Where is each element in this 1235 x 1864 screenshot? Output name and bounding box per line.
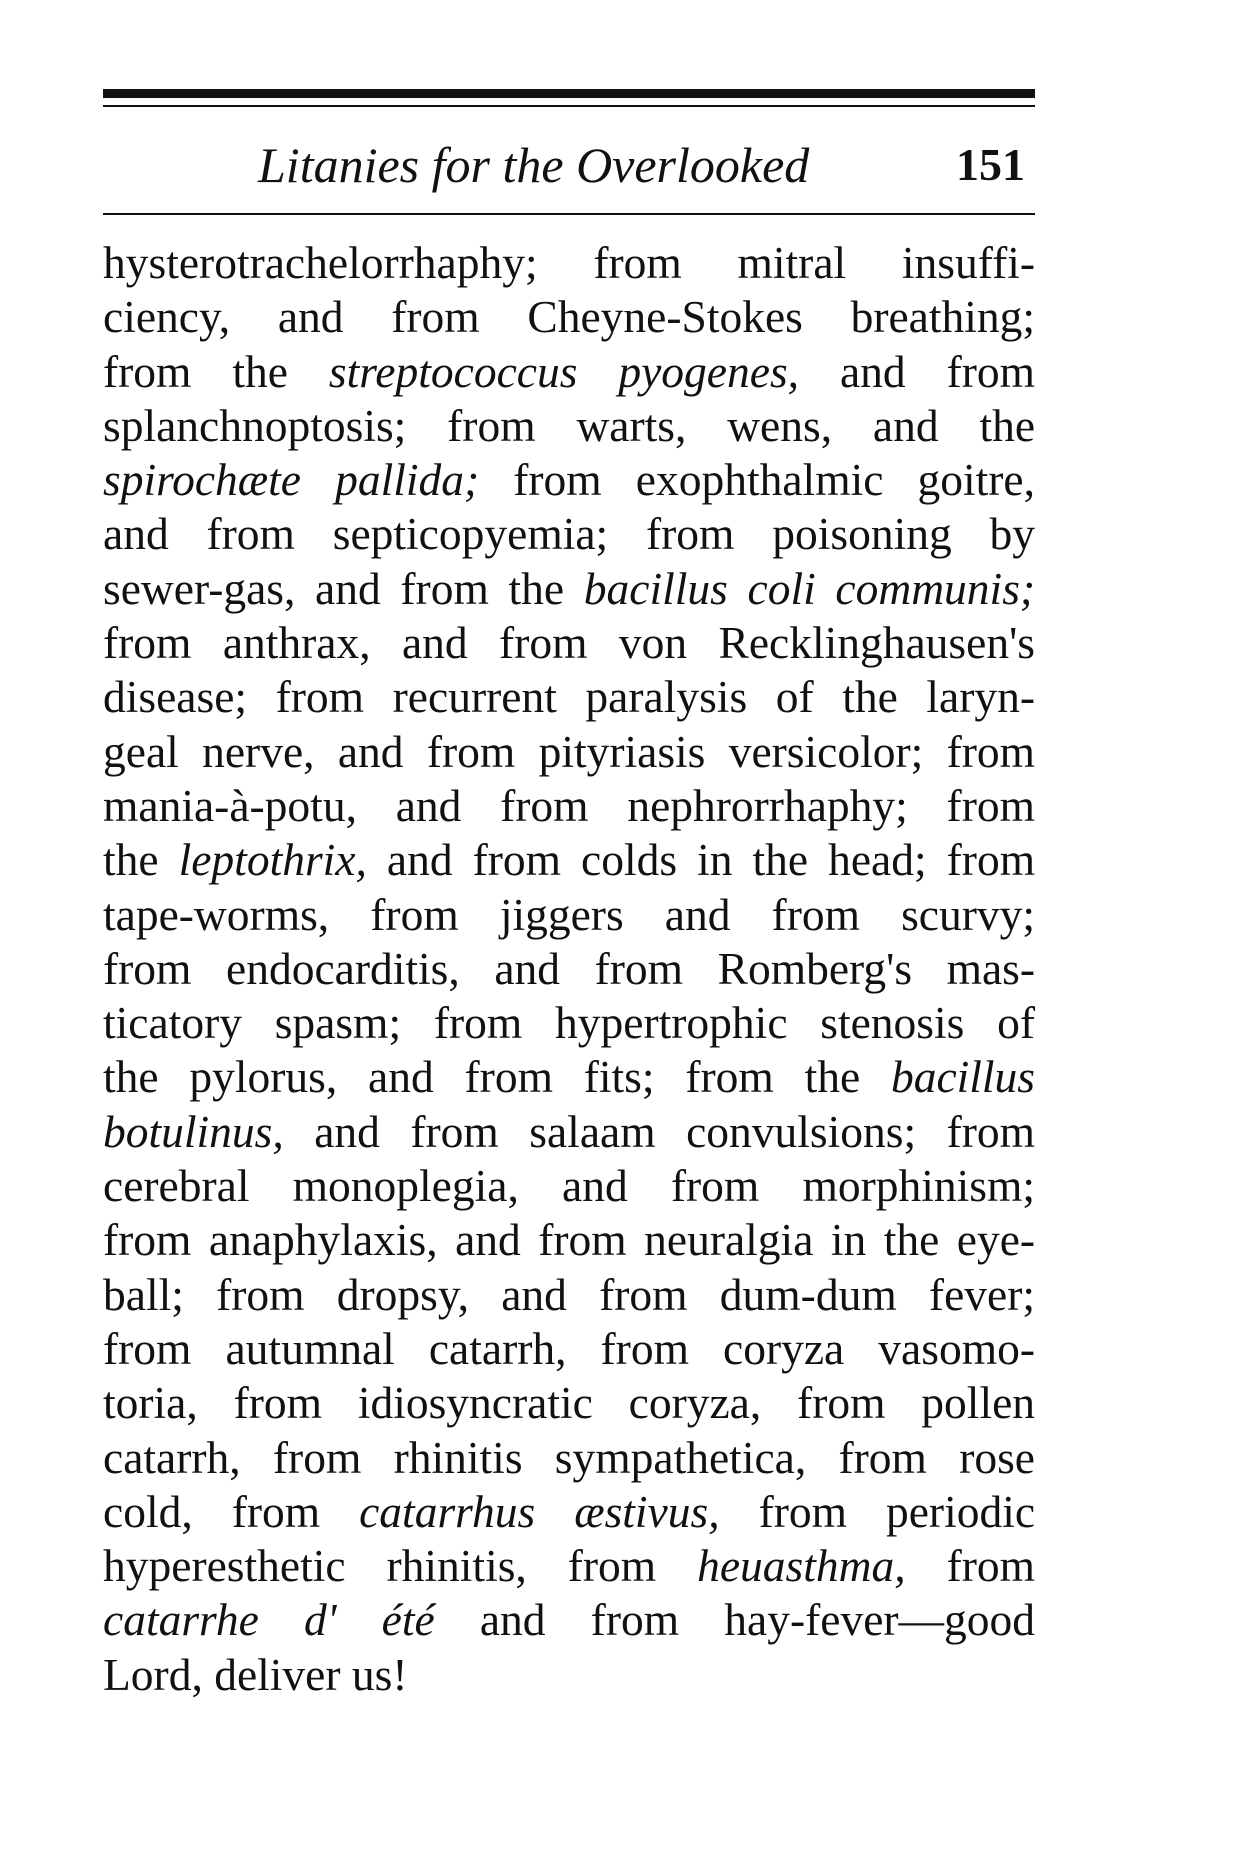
word: anthrax, <box>222 617 371 669</box>
word: convulsions; <box>686 1105 917 1157</box>
word: coryza <box>723 1322 845 1374</box>
word: and <box>562 1160 628 1212</box>
word: versicolor; <box>728 725 924 777</box>
word: from <box>103 942 192 994</box>
italic-word: streptococcus <box>328 345 578 397</box>
word: from <box>797 1377 886 1429</box>
word: from <box>391 291 480 343</box>
word: from <box>538 1214 627 1266</box>
italic-word: spirochæte <box>103 454 301 506</box>
word: from <box>838 1431 927 1483</box>
word: from <box>593 237 682 288</box>
word: of <box>775 671 814 723</box>
word: septicopyemia; <box>332 508 609 560</box>
text-line <box>103 1159 1035 1213</box>
word: fever; <box>928 1268 1036 1320</box>
word: from <box>370 888 459 940</box>
word: and <box>277 291 344 343</box>
page-number: 151 <box>956 139 1025 190</box>
text-line <box>103 236 1035 290</box>
text-line <box>103 1648 1035 1702</box>
word: hysterotrachelorrhaphy; <box>103 237 538 288</box>
word: in <box>697 834 733 886</box>
text-line <box>103 1268 1035 1322</box>
word: from <box>946 725 1036 777</box>
italic-word: été <box>381 1594 435 1646</box>
italic-word: æstivus, <box>574 1485 720 1537</box>
italic-word: communis; <box>835 562 1036 614</box>
word: and <box>103 508 169 560</box>
text-line <box>103 1105 1035 1159</box>
italic-word: d' <box>304 1594 337 1646</box>
word: sewer-gas, <box>103 562 296 614</box>
word: mania-à-potu, <box>103 779 357 831</box>
word: from <box>103 1322 192 1374</box>
word: from <box>946 1105 1036 1157</box>
word: catarrh, <box>428 1322 567 1374</box>
word: from <box>216 1268 305 1320</box>
italic-word: botulinus, <box>103 1105 284 1157</box>
word: mas- <box>946 942 1036 994</box>
text-line <box>103 399 1035 453</box>
text-line <box>103 1213 1035 1267</box>
word: from <box>426 725 516 777</box>
word: rhinitis, <box>386 1540 527 1592</box>
word: and <box>494 942 561 994</box>
text-line <box>103 562 1035 616</box>
word: from <box>206 508 295 560</box>
header-rule-thick <box>103 89 1035 98</box>
word: and <box>664 888 731 940</box>
word: the <box>232 345 288 397</box>
word: coryza, <box>628 1377 762 1429</box>
word: the <box>979 399 1036 451</box>
word: from <box>670 1160 760 1212</box>
word: goitre, <box>917 454 1036 506</box>
word: from <box>600 1322 689 1374</box>
word: rhinitis <box>393 1431 523 1483</box>
word: from <box>464 1051 553 1103</box>
word: us! <box>351 1648 408 1700</box>
word: paralysis <box>585 671 748 723</box>
word: periodic <box>885 1485 1036 1537</box>
word: stenosis <box>820 997 965 1049</box>
italic-word: coli <box>747 562 816 614</box>
word: the <box>842 671 898 723</box>
word: exophthalmic <box>635 454 884 506</box>
text-line <box>103 507 1035 561</box>
running-header <box>103 130 1035 200</box>
word: nerve, <box>202 725 315 777</box>
word: from <box>103 345 192 397</box>
word: from <box>513 454 602 506</box>
word: geal <box>103 725 179 777</box>
header-rule-bottom <box>103 213 1035 215</box>
word: from <box>946 345 1036 397</box>
word: neuralgia <box>644 1214 814 1266</box>
italic-word: heuasthma, <box>697 1540 906 1592</box>
word: and <box>501 1268 567 1320</box>
word: the <box>103 1051 159 1103</box>
word: of <box>997 997 1035 1049</box>
word: from <box>231 1485 321 1537</box>
word: dropsy, <box>336 1268 470 1320</box>
italic-word: catarrhe <box>103 1594 259 1646</box>
text-line <box>103 1322 1035 1376</box>
word: breathing; <box>850 291 1036 343</box>
text-line <box>103 833 1035 887</box>
word: endocarditis, <box>226 942 460 994</box>
word: from <box>599 1268 688 1320</box>
word: hyperesthetic <box>103 1540 346 1592</box>
word: and <box>314 1105 380 1157</box>
text-line <box>103 1050 1035 1104</box>
word: cerebral <box>103 1160 250 1212</box>
word: from <box>472 834 562 886</box>
word: from <box>275 671 365 723</box>
word: laryn- <box>926 671 1036 723</box>
word: idiosyncratic <box>357 1377 593 1429</box>
running-title: Litanies for the Overlooked <box>258 137 810 193</box>
word: from <box>946 779 1035 831</box>
italic-word: pyogenes, <box>618 345 800 397</box>
word: colds <box>581 834 678 886</box>
word: from <box>103 617 192 669</box>
word: dum-dum <box>719 1268 897 1320</box>
word: pollen <box>921 1377 1036 1429</box>
word: from <box>233 1377 323 1429</box>
text-line <box>103 1485 1035 1539</box>
word: splanchnoptosis; <box>103 399 407 451</box>
word: from <box>433 997 523 1049</box>
word: warts, <box>576 399 687 451</box>
word: the <box>508 562 565 614</box>
word: and <box>872 399 939 451</box>
word: recurrent <box>392 671 557 723</box>
word: mitral <box>737 237 847 288</box>
word: and <box>401 617 468 669</box>
word: spasm; <box>274 997 402 1049</box>
word: head; <box>828 834 927 886</box>
word: and <box>315 562 381 614</box>
word: from <box>500 779 589 831</box>
word: and <box>386 834 453 886</box>
word: from <box>410 1105 499 1157</box>
word: in <box>830 1214 867 1266</box>
word: fits; <box>583 1051 655 1103</box>
word: pylorus, <box>189 1051 338 1103</box>
text-line <box>103 1376 1035 1430</box>
word: nephrorrhaphy; <box>627 779 908 831</box>
word: insuffi- <box>901 237 1036 288</box>
word: von <box>618 617 688 669</box>
text-line <box>103 1539 1035 1593</box>
word: from <box>499 617 588 669</box>
italic-word: pallida; <box>335 454 480 506</box>
word: the <box>883 1214 940 1266</box>
word: Recklinghausen's <box>718 617 1035 669</box>
word: and <box>368 1051 434 1103</box>
text-line <box>103 725 1035 779</box>
word: from <box>946 834 1036 886</box>
word: jiggers <box>499 888 624 940</box>
word: disease; <box>103 671 248 723</box>
word: tape-worms, <box>103 888 330 940</box>
word: morphinism; <box>802 1160 1036 1212</box>
word: poisoning <box>772 508 952 560</box>
word: wens, <box>727 399 833 451</box>
text-line <box>103 670 1035 724</box>
word: from <box>946 1540 1036 1592</box>
word: catarrh, <box>103 1431 241 1483</box>
word: the <box>752 834 809 886</box>
word: and <box>337 725 404 777</box>
text-line <box>103 616 1035 670</box>
word: from <box>590 1594 680 1646</box>
word: salaam <box>529 1105 656 1157</box>
word: hay-fever—good <box>724 1594 1036 1646</box>
word: toria, <box>103 1377 198 1429</box>
word: from <box>646 508 735 560</box>
text-line <box>103 942 1035 996</box>
word: ticatory <box>103 997 242 1049</box>
word: from <box>594 942 684 994</box>
italic-word: bacillus <box>890 1051 1036 1103</box>
word: ciency, <box>103 291 231 343</box>
word: from <box>758 1485 848 1537</box>
word: ball; <box>103 1268 184 1320</box>
text-line <box>103 779 1035 833</box>
word: eye- <box>956 1214 1036 1266</box>
word: Lord, <box>103 1648 203 1700</box>
word: from <box>272 1431 362 1483</box>
text-line <box>103 996 1035 1050</box>
word: rose <box>959 1431 1035 1483</box>
italic-word: bacillus <box>583 562 728 614</box>
italic-word: leptothrix, <box>178 834 367 886</box>
word: pityriasis <box>538 725 706 777</box>
word: autumnal <box>225 1322 395 1374</box>
word: from <box>400 562 489 614</box>
word: by <box>989 508 1036 560</box>
word: from <box>771 888 860 940</box>
word: hypertrophic <box>555 997 788 1049</box>
text-line <box>103 345 1035 399</box>
text-line <box>103 888 1035 942</box>
word: anaphylaxis, <box>208 1214 438 1266</box>
word: scurvy; <box>901 888 1036 940</box>
word: Cheyne-Stokes <box>527 291 803 343</box>
word: from <box>447 399 536 451</box>
italic-word: catarrhus <box>359 1485 536 1537</box>
word: sympathetica, <box>554 1431 807 1483</box>
text-line <box>103 290 1035 344</box>
text-line <box>103 1593 1035 1647</box>
header-rule-thin <box>103 105 1035 107</box>
word: and <box>395 779 462 831</box>
word: the <box>804 1051 861 1103</box>
text-line <box>103 1431 1035 1485</box>
body-text <box>103 236 1035 1702</box>
word: the <box>103 834 159 886</box>
word: and <box>455 1214 521 1266</box>
word: and <box>839 345 906 397</box>
word: and <box>479 1594 546 1646</box>
word: deliver <box>214 1648 341 1700</box>
word: from <box>103 1214 192 1266</box>
word: vasomo- <box>878 1322 1035 1374</box>
word: from <box>685 1051 774 1103</box>
word: Romberg's <box>717 942 913 994</box>
word: monoplegia, <box>292 1160 519 1212</box>
word: from <box>567 1540 657 1592</box>
word: cold, <box>103 1485 193 1537</box>
text-line <box>103 453 1035 507</box>
